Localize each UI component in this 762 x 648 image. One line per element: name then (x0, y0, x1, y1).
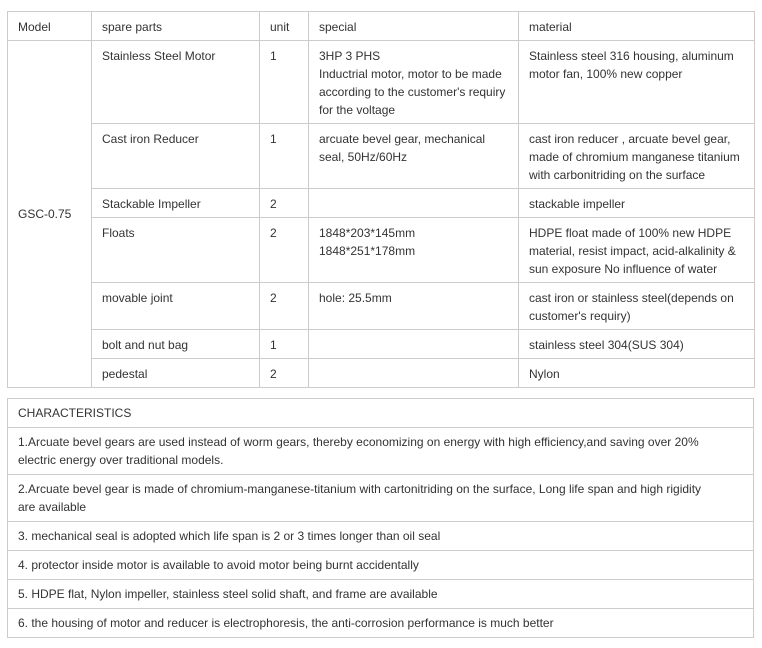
material-line: sun exposure No influence of water (529, 262, 718, 276)
table-header-row (8, 12, 755, 41)
special-cell (309, 359, 519, 388)
characteristic-item (8, 428, 754, 475)
table-row (8, 218, 755, 283)
table-row (8, 283, 755, 330)
unit-cell: 1 (260, 330, 309, 359)
unit-cell: 2 (260, 283, 309, 330)
characteristic-line: 1.Arcuate bevel gears are used instead of worm gears, thereby economizing on energy with high efficiency,and saving over 20% (18, 435, 699, 449)
spare-part-cell: Floats (92, 218, 260, 283)
material-cell (519, 359, 755, 388)
material-line: customer's requiry) (529, 309, 631, 323)
characteristics-title: CHARACTERISTICS (8, 399, 754, 428)
model-cell: GSC-0.75 (8, 41, 92, 388)
table-row (8, 189, 755, 218)
special-line: 1848*251*178mm (319, 244, 416, 258)
material-line: made of chromium manganese titanium (529, 150, 740, 164)
header-model: Model (8, 12, 92, 41)
special-cell (309, 41, 519, 124)
characteristic-row (8, 522, 754, 551)
material-cell (519, 283, 755, 330)
material-line: material, resist impact, acid-alkalinity & (529, 244, 736, 258)
spare-parts-table (7, 11, 755, 388)
special-line: Inductrial motor, motor to be made (319, 67, 502, 81)
special-line: for the voltage (319, 103, 396, 117)
spare-part-cell: pedestal (92, 359, 260, 388)
spare-parts-body (8, 12, 755, 388)
header-spare-parts: spare parts (92, 12, 260, 41)
spare-part-cell: movable joint (92, 283, 260, 330)
special-line: according to the customer's requiry (319, 85, 506, 99)
material-line: with carbonitriding on the surface (529, 168, 706, 182)
characteristic-line: are available (18, 500, 87, 514)
characteristic-row (8, 580, 754, 609)
material-line: Stainless steel 316 housing, aluminum (529, 49, 734, 63)
characteristic-item (8, 522, 754, 551)
header-material: material (519, 12, 755, 41)
unit-cell: 1 (260, 41, 309, 124)
characteristics-table (7, 398, 754, 638)
characteristic-line: 6. the housing of motor and reducer is electrophoresis, the anti-corrosion performance is much better (18, 616, 554, 630)
spare-part-cell: Stainless Steel Motor (92, 41, 260, 124)
table-row (8, 124, 755, 189)
characteristic-row (8, 475, 754, 522)
characteristic-row (8, 428, 754, 475)
characteristic-line: 4. protector inside motor is available to avoid motor being burnt accidentally (18, 558, 419, 572)
characteristics-title-row (8, 399, 754, 428)
material-line: HDPE float made of 100% new HDPE (529, 226, 732, 240)
characteristic-line: 2.Arcuate bevel gear is made of chromium-manganese-titanium with cartonitriding on the surface, Long life span and high rigidity (18, 482, 702, 496)
material-cell (519, 218, 755, 283)
unit-cell: 2 (260, 189, 309, 218)
special-cell (309, 189, 519, 218)
table-row (8, 41, 755, 124)
spare-part-cell: Cast iron Reducer (92, 124, 260, 189)
unit-cell: 1 (260, 124, 309, 189)
special-line: arcuate bevel gear, mechanical (319, 132, 486, 146)
characteristic-line: 3. mechanical seal is adopted which life span is 2 or 3 times longer than oil seal (18, 529, 441, 543)
table-row (8, 359, 755, 388)
material-line: cast iron or stainless steel(depends on (529, 291, 734, 305)
table-row (8, 330, 755, 359)
material-line: Nylon (529, 367, 560, 381)
special-cell (309, 283, 519, 330)
special-line: 3HP 3 PHS (319, 49, 381, 63)
characteristic-item (8, 609, 754, 638)
characteristic-row (8, 609, 754, 638)
characteristic-line: 5. HDPE flat, Nylon impeller, stainless steel solid shaft, and frame are available (18, 587, 438, 601)
material-line: motor fan, 100% new copper (529, 67, 683, 81)
header-unit: unit (260, 12, 309, 41)
special-cell (309, 218, 519, 283)
material-cell (519, 330, 755, 359)
characteristic-item (8, 551, 754, 580)
characteristic-line: electric energy over traditional models. (18, 453, 224, 467)
special-line: 1848*203*145mm (319, 226, 416, 240)
unit-cell: 2 (260, 359, 309, 388)
material-cell (519, 124, 755, 189)
material-cell (519, 41, 755, 124)
unit-cell: 2 (260, 218, 309, 283)
header-special: special (309, 12, 519, 41)
material-cell (519, 189, 755, 218)
characteristic-item (8, 580, 754, 609)
spare-part-cell: Stackable Impeller (92, 189, 260, 218)
material-line: stainless steel 304(SUS 304) (529, 338, 684, 352)
special-line: hole: 25.5mm (319, 291, 392, 305)
special-cell (309, 330, 519, 359)
spare-part-cell: bolt and nut bag (92, 330, 260, 359)
material-line: cast iron reducer , arcuate bevel gear, (529, 132, 731, 146)
characteristic-item (8, 475, 754, 522)
special-line: seal, 50Hz/60Hz (319, 150, 408, 164)
material-line: stackable impeller (529, 197, 626, 211)
characteristic-row (8, 551, 754, 580)
characteristics-body (8, 399, 754, 638)
special-cell (309, 124, 519, 189)
